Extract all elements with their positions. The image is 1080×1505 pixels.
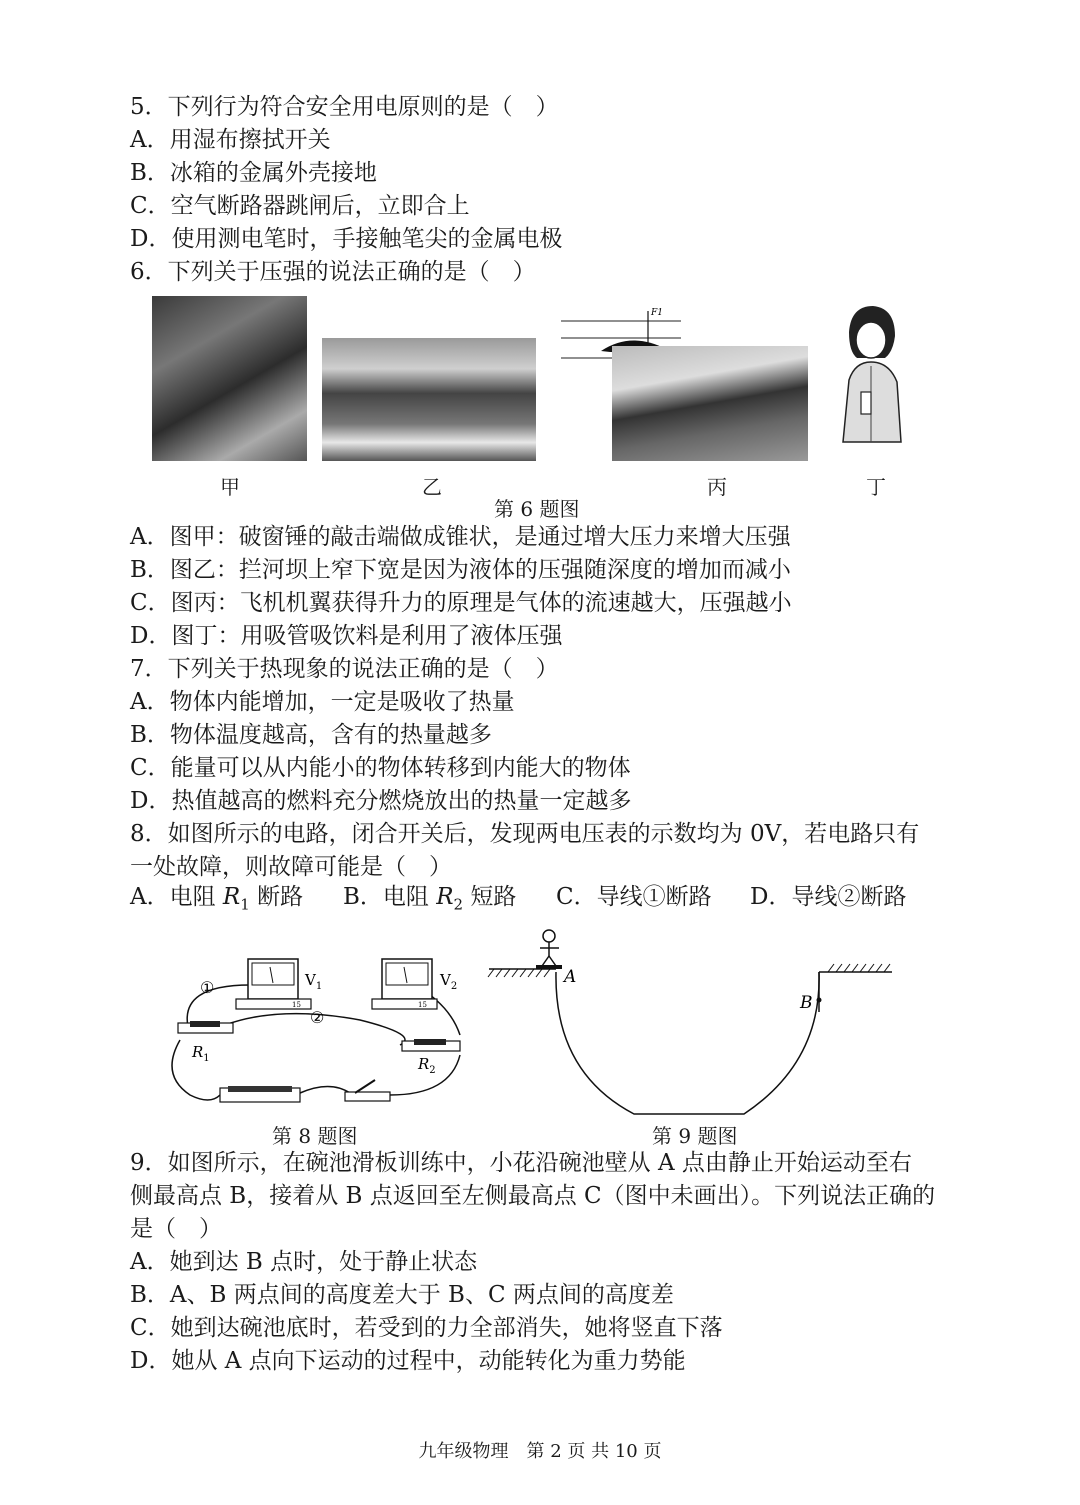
q8-option-d: D．导线②断路	[750, 884, 907, 910]
v2-scale-label: 15	[418, 1001, 427, 1009]
q6-option-c: C．图丙：飞机机翼获得升力的原理是气体的流速越大，压强越小	[130, 590, 792, 616]
q7-option-c: C．能量可以从内能小的物体转移到内能大的物体	[130, 755, 631, 781]
q6-figure-caption: 第 6 题图	[494, 497, 580, 521]
q8-option-a: A．电阻 $R_1$ 断路	[130, 884, 304, 914]
q6-option-d: D．图丁：用吸管吸饮料是利用了液体压强	[130, 623, 563, 649]
q9-figure-caption: 第 9 题图	[652, 1124, 738, 1148]
q7-option-b: B．物体温度越高，含有的热量越多	[130, 722, 492, 748]
q5-option-a: A．用湿布擦拭开关	[130, 127, 331, 153]
photo-bing-airplane	[612, 346, 808, 461]
point-a-label: A	[564, 967, 577, 987]
r2-label: $R_2$	[418, 1055, 436, 1076]
photo-yi-dam	[322, 338, 536, 461]
q8-option-c: C．导线①断路	[556, 884, 712, 910]
r1-label: $R_1$	[192, 1043, 210, 1064]
q9-option-d: D．她从 A 点向下运动的过程中，动能转化为重力势能	[130, 1348, 686, 1374]
label-jia: 甲	[220, 475, 240, 499]
q9-stem-line2: 侧最高点 B，接着从 B 点返回至左侧最高点 C（图中未画出）。下列说法正确的	[130, 1183, 936, 1209]
q6-option-a: A．图甲：破窗锤的敲击端做成锥状，是通过增大压力来增大压强	[130, 524, 791, 550]
v1-label: $V_1$	[305, 971, 323, 992]
q8-figure-caption: 第 8 题图	[272, 1124, 358, 1148]
skate-bowl-diagram	[484, 922, 900, 1122]
q5-option-d: D．使用测电笔时，手接触笔尖的金属电极	[130, 226, 563, 252]
q5-stem: 5．下列行为符合安全用电原则的是（ ）	[130, 94, 559, 120]
photo-jia-window-hammer	[152, 296, 307, 461]
v2-label: $V_2$	[440, 971, 458, 992]
q8-stem-line2: 一处故障，则故障可能是（ ）	[130, 854, 452, 880]
q9-stem-line1: 9．如图所示，在碗池滑板训练中，小花沿碗池壁从 A 点由静止开始运动至右	[130, 1150, 912, 1176]
page-footer: 九年级物理 第 2 页 共 10 页	[418, 1441, 662, 1462]
wire-2-label: ②	[310, 1008, 325, 1027]
figure-ding-girl-drinking	[835, 302, 907, 462]
q8-stem-line1: 8．如图所示的电路，闭合开关后，发现两电压表的示数均为 0V，若电路只有	[130, 821, 920, 847]
wire-1-label: ①	[200, 978, 215, 997]
f1-label: F1	[651, 308, 663, 318]
label-yi: 乙	[422, 475, 442, 499]
label-ding: 丁	[866, 475, 886, 499]
q7-option-d: D．热值越高的燃料充分燃烧放出的热量一定越多	[130, 788, 632, 814]
q6-option-b: B．图乙：拦河坝上窄下宽是因为液体的压强随深度的增加而减小	[130, 557, 791, 583]
label-bing: 丙	[707, 475, 727, 499]
q6-stem: 6．下列关于压强的说法正确的是（ ）	[130, 259, 536, 285]
v1-scale-label: 15	[292, 1001, 301, 1009]
point-b-label: B	[800, 993, 813, 1013]
q5-option-b: B．冰箱的金属外壳接地	[130, 160, 377, 186]
q9-option-b: B．A、B 两点间的高度差大于 B、C 两点间的高度差	[130, 1282, 674, 1308]
circuit-diagram	[160, 945, 480, 1115]
q5-option-c: C．空气断路器跳闸后，立即合上	[130, 193, 470, 219]
q7-stem: 7．下列关于热现象的说法正确的是（ ）	[130, 656, 559, 682]
q9-option-c: C．她到达碗池底时，若受到的力全部消失，她将竖直下落	[130, 1315, 723, 1341]
q8-option-b: B．电阻 $R_2$ 短路	[343, 884, 517, 914]
q7-option-a: A．物体内能增加，一定是吸收了热量	[130, 689, 515, 715]
q9-stem-line3: 是（ ）	[130, 1216, 222, 1242]
q9-option-a: A．她到达 B 点时，处于静止状态	[130, 1249, 478, 1275]
